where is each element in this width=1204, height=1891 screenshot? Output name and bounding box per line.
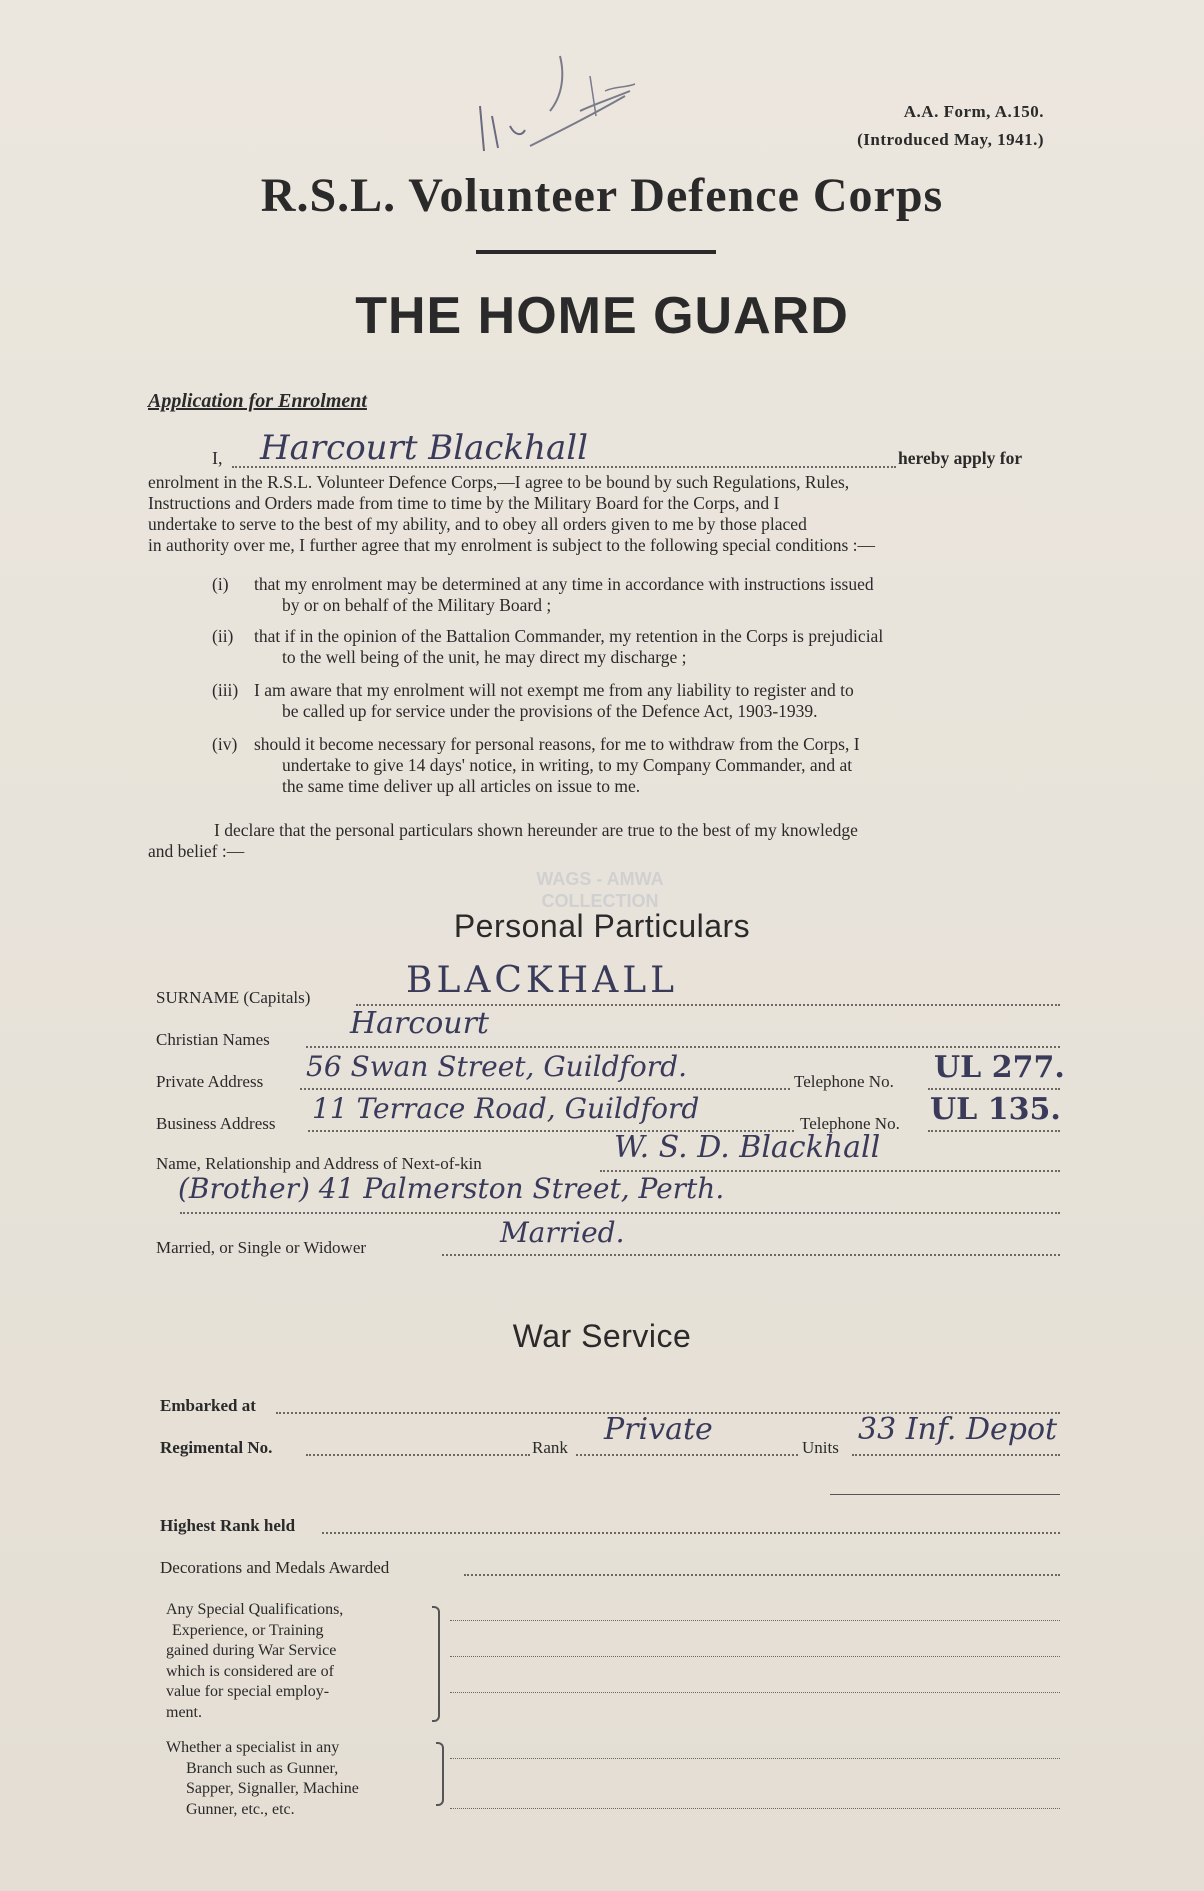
special-qualifications-label: [166, 1600, 343, 1723]
condition-number: (i): [212, 574, 229, 594]
declaration-line-2: and belief :—: [148, 841, 245, 861]
form-introduced: (Introduced May, 1941.): [857, 130, 1044, 149]
watermark-line-2: COLLECTION: [541, 891, 659, 911]
special-qualifications-line-1: [450, 1620, 1060, 1621]
christian-names-line: [306, 1046, 1060, 1048]
marital-status-line: [442, 1254, 1060, 1256]
special-qualifications-line-2: [450, 1656, 1060, 1657]
christian-names-label: Christian Names: [156, 1030, 270, 1049]
highest-rank-line: [322, 1532, 1060, 1534]
rank-value: Private: [604, 1412, 713, 1447]
enrolment-line-2: Instructions and Orders made from time to time by the Military Board for the Corps, and I: [148, 493, 780, 513]
next-of-kin-label: Name, Relationship and Address of Next-of-kin: [156, 1154, 482, 1173]
condition-4: [212, 734, 1054, 797]
surname-value: BLACKHALL: [406, 960, 679, 1001]
special-qualifications-line: ment.: [166, 1703, 202, 1721]
condition-text: that if in the opinion of the Battalion Commander, my retention in the Corps is prejudicial: [254, 626, 884, 646]
condition-1: [212, 574, 1054, 616]
specialist-line: Sapper, Signaller, Machine: [186, 1780, 359, 1797]
private-telephone-label: Telephone No.: [794, 1072, 894, 1091]
condition-2: [212, 626, 1054, 668]
document-subtitle: THE HOME GUARD: [355, 287, 849, 345]
private-telephone-value: UL 277.: [934, 1050, 1065, 1085]
regimental-number-line: [306, 1454, 530, 1456]
personal-particulars-heading: Personal Particulars: [453, 908, 751, 944]
enrolment-line-3: undertake to serve to the best of my ability, and to obey all orders given to me by those placed: [148, 514, 807, 534]
specialist-line: Whether a specialist in any: [166, 1739, 340, 1756]
war-service-heading: War Service: [512, 1318, 692, 1354]
highest-rank-label: Highest Rank held: [160, 1516, 296, 1535]
condition-3: [212, 680, 1054, 722]
condition-text-cont2: the same time deliver up all articles on issue to me.: [282, 776, 641, 796]
condition-text-cont: by or on behalf of the Military Board ;: [282, 595, 552, 615]
form-number: A.A. Form, A.150.: [903, 102, 1044, 121]
enrolment-line-4: in authority over me, I further agree that my enrolment is subject to the following special conditions :—: [148, 535, 876, 555]
special-qualifications-brace: [432, 1606, 440, 1722]
special-qualifications-line: value for special employ-: [166, 1683, 330, 1700]
apply-suffix: hereby apply for: [898, 448, 1023, 468]
watermark-line-1: WAGS - AMWA: [536, 869, 664, 889]
special-qualifications-line: Any Special Qualifications,: [166, 1601, 344, 1618]
marital-status-value: Married.: [500, 1216, 625, 1249]
applicant-name-value: Harcourt Blackhall: [260, 428, 588, 468]
enrolment-paragraph: [148, 472, 1048, 556]
business-telephone-label: Telephone No.: [800, 1114, 900, 1133]
special-qualifications-line: which is considered are of: [166, 1662, 334, 1680]
enrolment-line-1: enrolment in the R.S.L. Volunteer Defence Corps,—I agree to be bound by such Regulations, Rules,: [148, 472, 850, 492]
business-address-value: 11 Terrace Road, Guildford: [312, 1092, 700, 1125]
christian-names-value: Harcourt: [350, 1006, 489, 1041]
specialist-line: Gunner, etc., etc.: [186, 1800, 295, 1818]
specialist-line-1: [450, 1758, 1060, 1759]
condition-text-cont: undertake to give 14 days' notice, in writing, to my Company Commander, and at: [282, 755, 853, 775]
title-divider: [476, 250, 716, 254]
specialist-brace: [436, 1742, 444, 1806]
marital-status-label: Married, or Single or Widower: [156, 1238, 367, 1257]
decorations-line: [464, 1574, 1060, 1576]
embarked-label: Embarked at: [160, 1396, 256, 1415]
private-address-line: [300, 1088, 790, 1090]
private-address-label: Private Address: [156, 1072, 264, 1091]
special-qualifications-line: Experience, or Training: [172, 1621, 324, 1639]
condition-number: (iv): [212, 734, 238, 754]
business-telephone-line: [928, 1130, 1060, 1132]
declaration-line-1: I declare that the personal particulars shown hereunder are true to the best of my knowledge: [214, 820, 858, 840]
private-telephone-line: [928, 1088, 1060, 1090]
condition-number: (iii): [212, 680, 239, 700]
decorations-label: Decorations and Medals Awarded: [160, 1558, 390, 1577]
specialist-line: Branch such as Gunner,: [186, 1759, 339, 1777]
private-address-value: 56 Swan Street, Guildford.: [306, 1050, 687, 1083]
section-label-application: Application for Enrolment: [148, 390, 367, 412]
specialist-label: [166, 1738, 359, 1820]
rank-line: [576, 1454, 798, 1456]
condition-text: should it become necessary for personal reasons, for me to withdraw from the Corps, I: [254, 734, 860, 754]
form-reference: [857, 98, 1044, 154]
units-line: [852, 1454, 1060, 1456]
surname-label: SURNAME (Capitals): [156, 988, 311, 1007]
rank-label: Rank: [532, 1438, 568, 1457]
condition-number: (ii): [212, 626, 234, 646]
next-of-kin-value: W. S. D. Blackhall: [614, 1130, 881, 1165]
next-of-kin-line-2: [180, 1212, 1060, 1214]
units-label: Units: [802, 1438, 839, 1457]
handwritten-initials: [470, 36, 690, 176]
special-qualifications-line: gained during War Service: [166, 1642, 337, 1659]
condition-text: I am aware that my enrolment will not exempt me from any liability to register and to: [254, 680, 854, 700]
declaration: [148, 820, 1048, 862]
units-value: 33 Inf. Depot: [858, 1412, 1058, 1447]
business-address-label: Business Address: [156, 1114, 276, 1133]
condition-text-cont: to the well being of the unit, he may direct my discharge ;: [282, 647, 687, 667]
condition-text-cont: be called up for service under the provisions of the Defence Act, 1903-1939.: [282, 701, 818, 721]
next-of-kin-value-2: (Brother) 41 Palmerston Street, Perth.: [178, 1172, 725, 1205]
specialist-line-2: [450, 1808, 1060, 1809]
document-title: R.S.L. Volunteer Defence Corps: [260, 169, 944, 222]
units-underline: [830, 1494, 1060, 1495]
condition-text: that my enrolment may be determined at any time in accordance with instructions issued: [254, 574, 874, 594]
special-qualifications-line-3: [450, 1692, 1060, 1693]
applicant-prefix: I,: [212, 448, 223, 468]
regimental-number-label: Regimental No.: [160, 1438, 273, 1457]
business-telephone-value: UL 135.: [930, 1092, 1061, 1127]
